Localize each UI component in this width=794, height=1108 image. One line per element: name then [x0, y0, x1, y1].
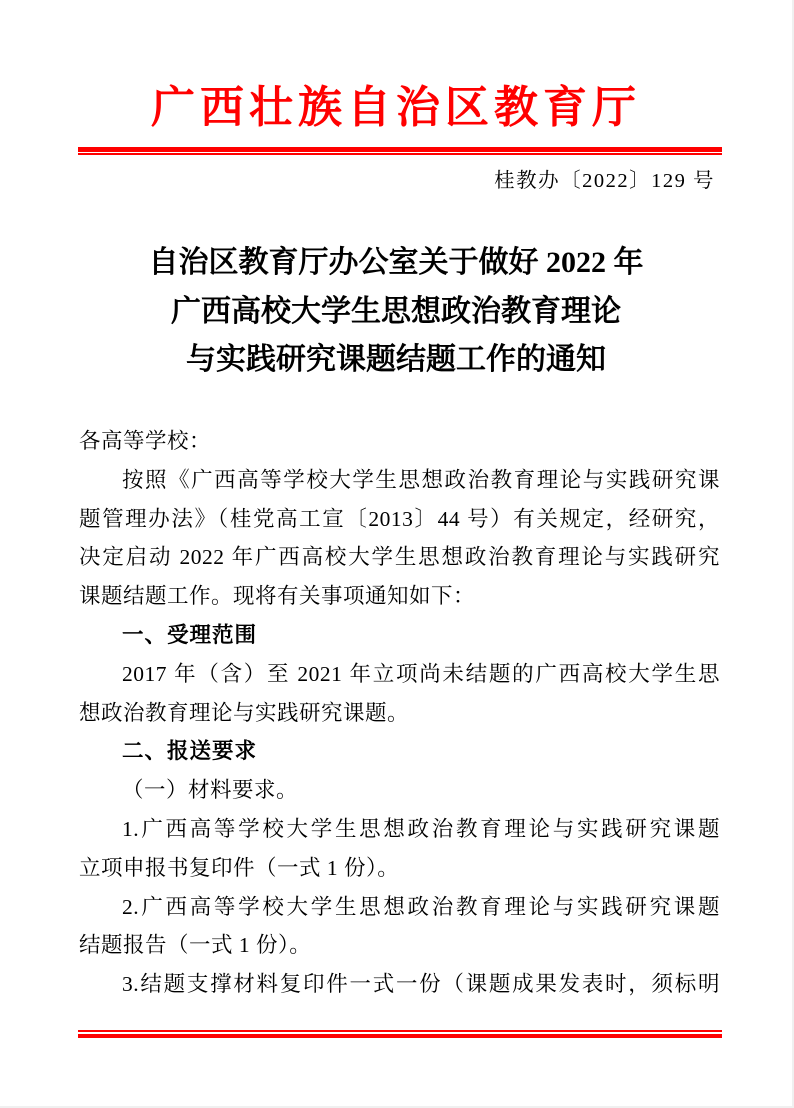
notice-title	[0, 239, 792, 385]
section-1-text-line-1: 2017 年（含）至 2021 年立项尚未结题的广西高校大学生思	[122, 661, 720, 686]
intro-paragraph-line-1: 按照《广西高等学校大学生思想政治教育理论与实践研究课	[122, 467, 720, 492]
letterhead-double-rule	[78, 147, 722, 155]
section-heading-1: 一、受理范围	[122, 622, 258, 647]
notice-body	[79, 422, 720, 1004]
document-number: 桂教办〔2022〕129 号	[494, 170, 715, 192]
section-heading-2: 二、报送要求	[122, 739, 258, 764]
notice-title-line-3: 与实践研究课题结题工作的通知	[186, 343, 606, 376]
rule-thin-bar	[78, 153, 722, 155]
rule-thick-bar	[78, 1034, 722, 1039]
intro-paragraph-line-3: 决定启动 2022 年广西高校大学生思想政治教育理论与实践研究	[79, 545, 720, 570]
item-2-line-2: 结题报告（一式 1 份）。	[79, 933, 312, 958]
item-1-line-2: 立项申报书复印件（一式 1 份）。	[79, 855, 400, 880]
item-3-line-1: 3.结题支撑材料复印件一式一份（课题成果发表时，须标明	[122, 972, 720, 997]
intro-paragraph-line-4: 课题结题工作。现将有关事项通知如下：	[79, 584, 476, 609]
item-2-line-1: 2.广西高等学校大学生思想政治教育理论与实践研究课题	[122, 894, 720, 919]
item-1-line-1: 1.广西高等学校大学生思想政治教育理论与实践研究课题	[122, 816, 720, 841]
salutation: 各高等学校：	[79, 429, 212, 453]
intro-paragraph-line-2: 题管理办法》（桂党高工宣〔2013〕44 号）有关规定，经研究，	[79, 506, 720, 531]
footer-double-rule	[78, 1030, 722, 1038]
subsection-heading: （一）材料要求。	[122, 778, 299, 803]
section-1-text-line-2: 想政治教育理论与实践研究课题。	[79, 700, 410, 725]
notice-title-line-1: 自治区教育厅办公室关于做好 2022 年	[148, 246, 644, 279]
notice-title-line-2: 广西高校大学生思想政治教育理论	[171, 294, 621, 328]
agency-title: 广西壮族自治区教育厅	[151, 83, 641, 132]
